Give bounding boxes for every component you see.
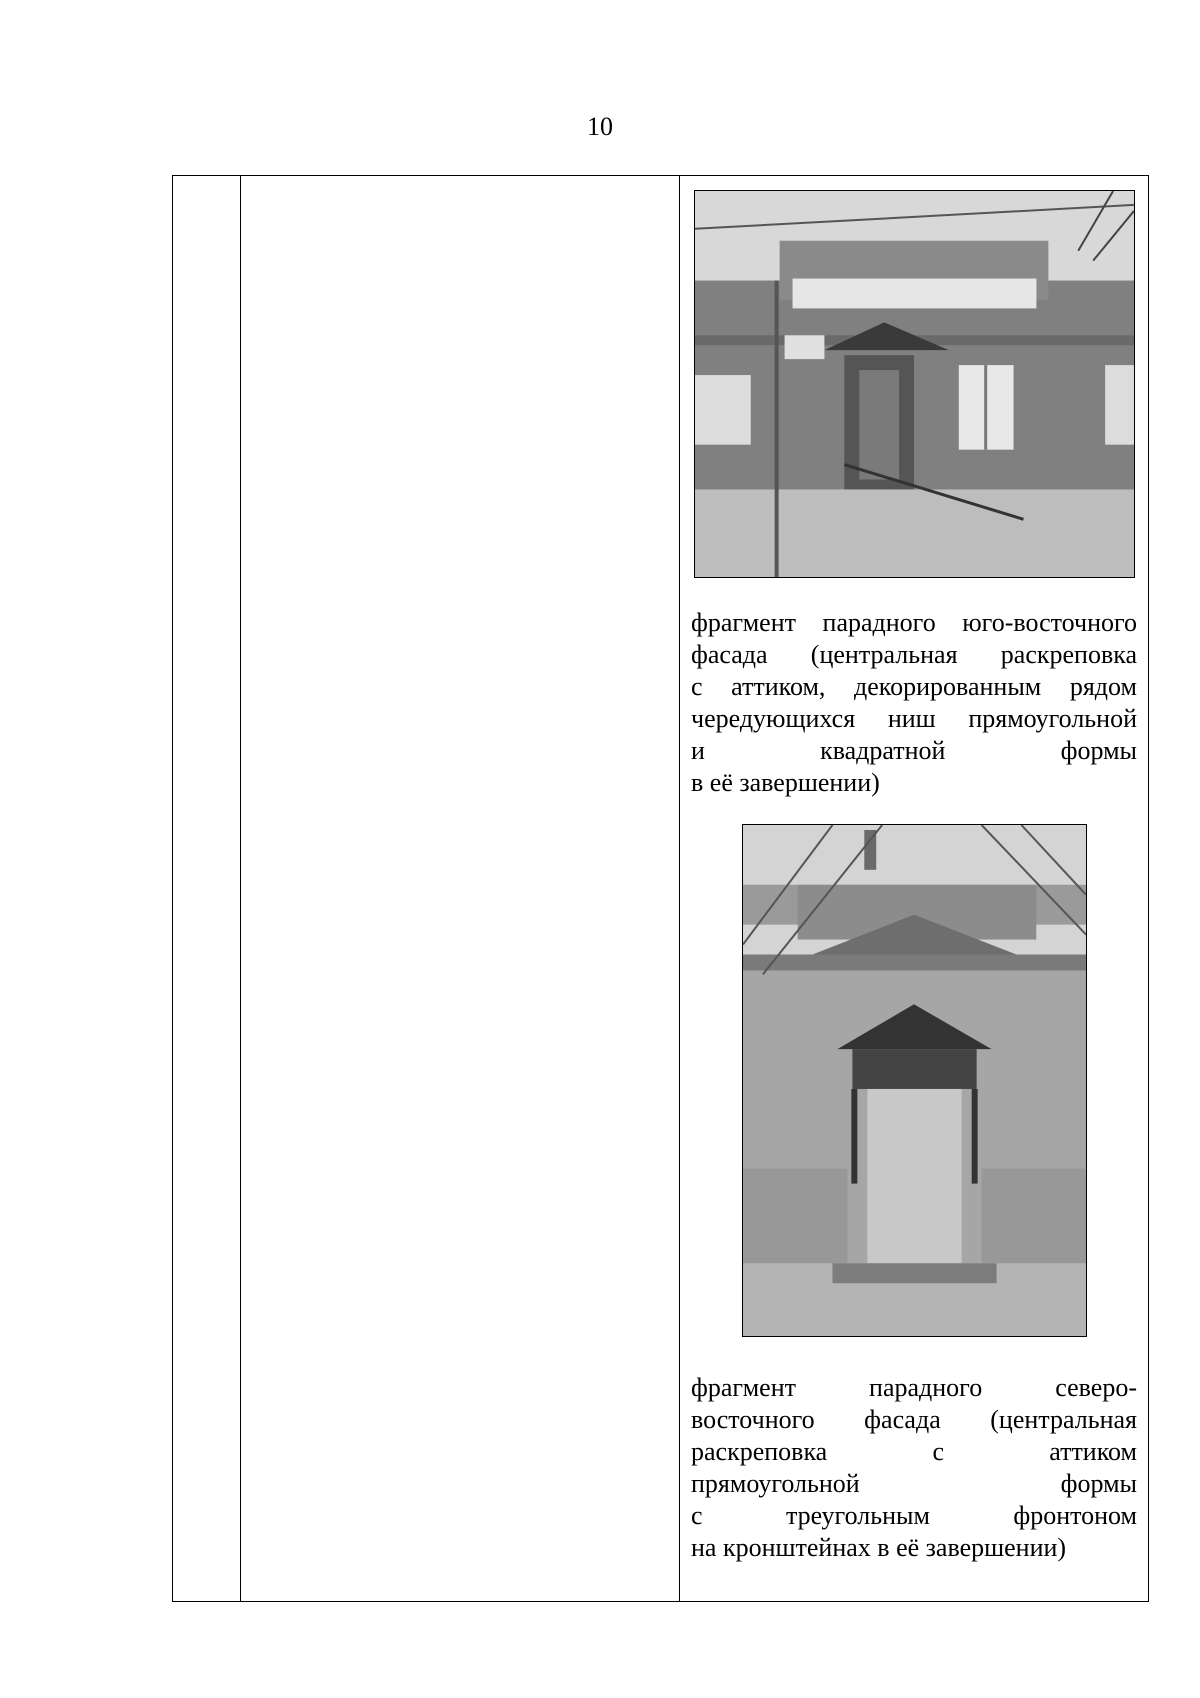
building-northeast-facade-image bbox=[743, 825, 1086, 1336]
caption-line: прямоугольной формы bbox=[691, 1469, 1137, 1498]
photo-caption-1 bbox=[691, 607, 1137, 799]
caption-line: фасада (центральная раскреповка bbox=[691, 640, 1137, 669]
document-table bbox=[172, 175, 1149, 1602]
caption-line: с треугольным фронтоном bbox=[691, 1501, 1137, 1530]
facade-photo-southeast bbox=[694, 190, 1135, 578]
caption-line: восточного фасада (центральная bbox=[691, 1405, 1137, 1434]
caption-line: и квадратной формы bbox=[691, 736, 1137, 765]
caption-line: фрагмент парадного северо- bbox=[691, 1373, 1137, 1402]
column-divider-1 bbox=[240, 176, 241, 1601]
building-southeast-facade-image bbox=[695, 191, 1134, 577]
caption-line: на кронштейнах в её завершении) bbox=[691, 1533, 1067, 1562]
column-divider-2 bbox=[679, 176, 680, 1601]
caption-line: чередующихся ниш прямоугольной bbox=[691, 704, 1137, 733]
photo-caption-2 bbox=[691, 1372, 1137, 1564]
caption-line: фрагмент парадного юго-восточного bbox=[691, 608, 1137, 637]
caption-line: в её завершении) bbox=[691, 768, 880, 797]
caption-line: с аттиком, декорированным рядом bbox=[691, 672, 1137, 701]
facade-photo-northeast bbox=[742, 824, 1087, 1337]
page-number: 10 bbox=[587, 112, 613, 141]
caption-line: раскреповка с аттиком bbox=[691, 1437, 1137, 1466]
